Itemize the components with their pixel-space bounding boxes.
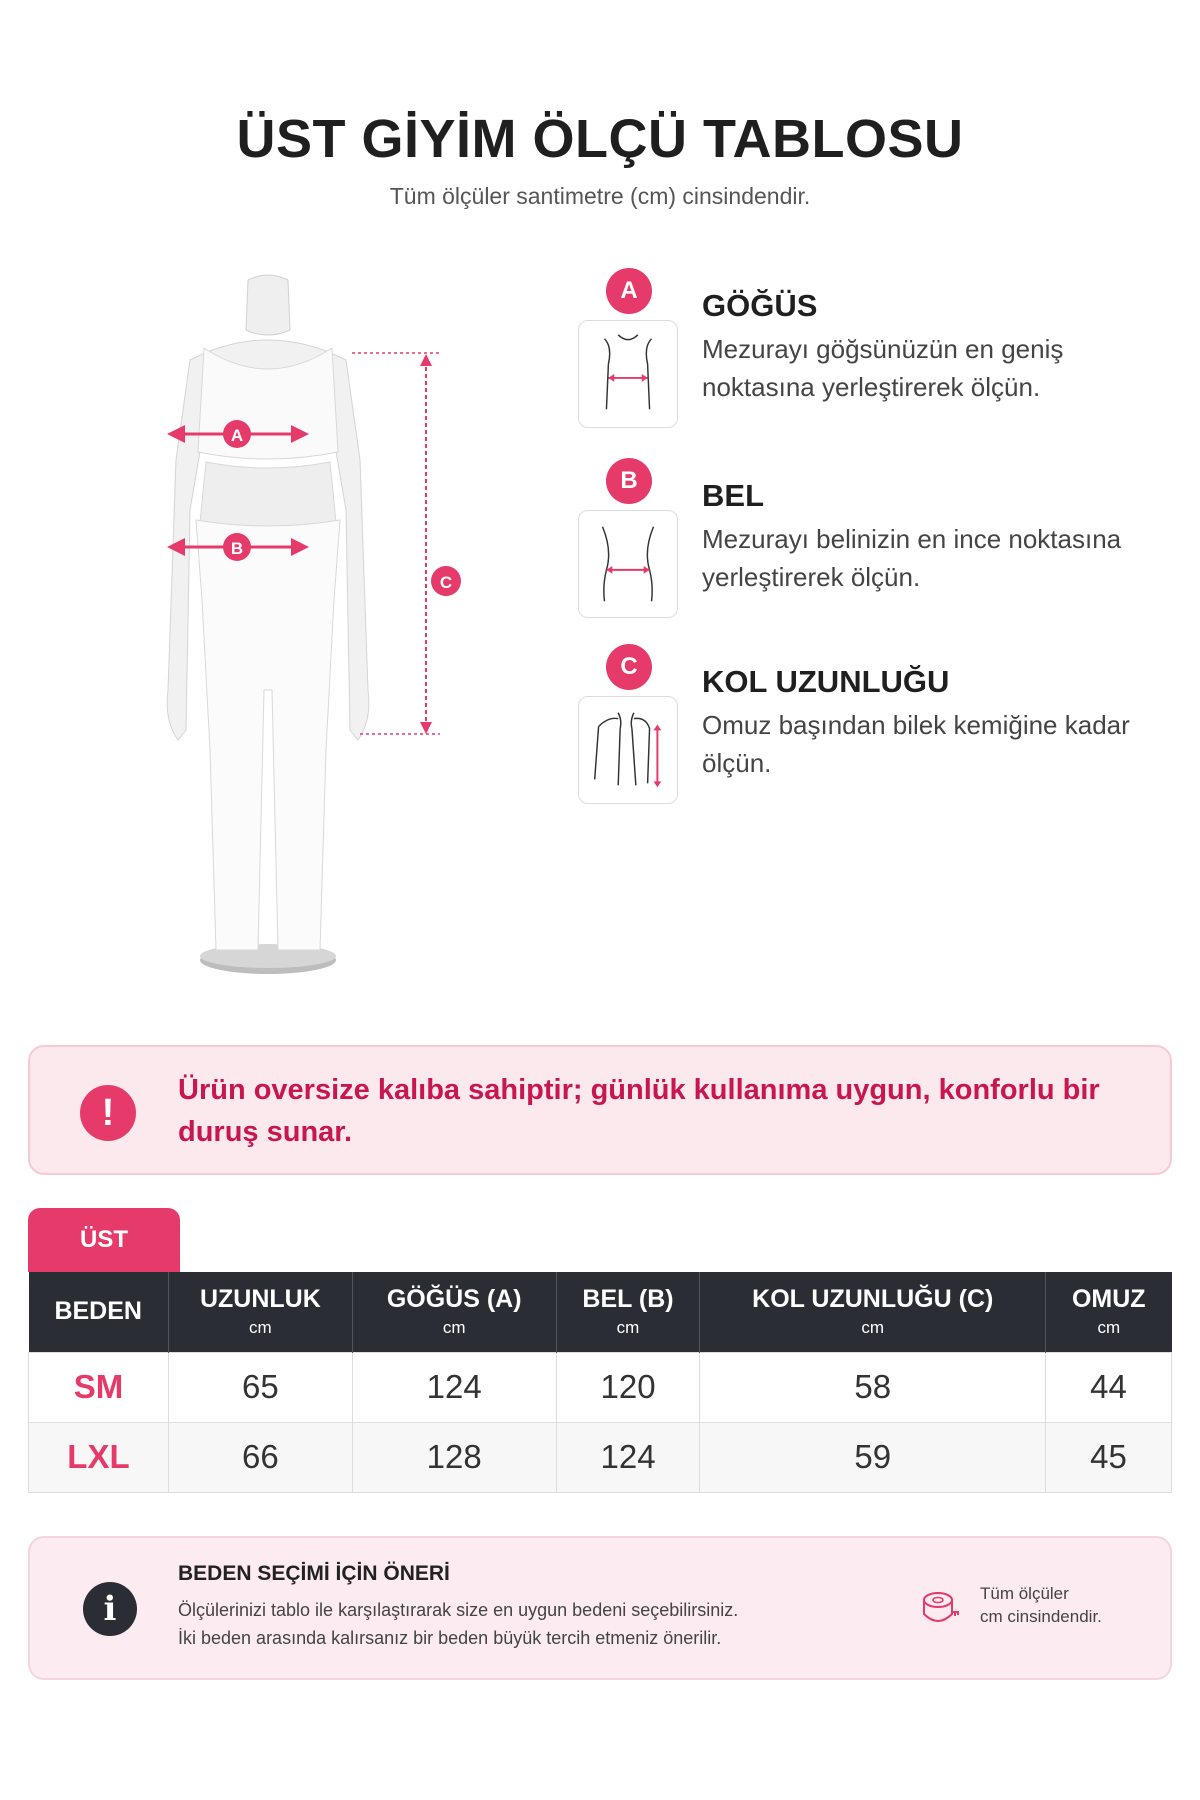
tip-note-line: cm cinsindendir. [980, 1607, 1102, 1626]
guide-sleeve-description: Omuz başından bilek kemiğine kadar ölçün. [702, 710, 1130, 778]
table-row [29, 1422, 1172, 1492]
table-cell: 44 [1046, 1352, 1172, 1422]
page-title: ÜST GİYİM ÖLÇÜ TABLOSU [236, 109, 964, 169]
exclamation-icon: ! [80, 1085, 136, 1141]
tip-line: Ölçülerinizi tablo ile karşılaştırarak size en uygun bedeni seçebilirsiniz. [178, 1600, 739, 1620]
badge-c: C [606, 644, 652, 690]
tab-top[interactable]: ÜST [28, 1208, 180, 1272]
guide-chest-title: GÖĞÜS [702, 288, 818, 323]
table-cell: 66 [168, 1422, 352, 1492]
marker-a: A [230, 426, 244, 445]
oversize-alert [28, 1045, 1172, 1175]
guide-sleeve-title: KOL UZUNLUĞU [702, 664, 950, 699]
size-cell: SM [29, 1352, 169, 1422]
alert-text: Ürün oversize kalıba sahiptir; günlük kullanıma uygun, konforlu bir duruş sunar. [178, 1074, 1100, 1148]
sleeve-measure-icon [578, 696, 678, 804]
column-header: KOL UZUNLUĞU (C) cm [700, 1272, 1046, 1352]
tip-title: BEDEN SEÇİMİ İÇİN ÖNERİ [178, 1562, 450, 1585]
size-table [28, 1272, 1172, 1493]
table-cell: 59 [700, 1422, 1046, 1492]
waist-measure-icon [578, 510, 678, 618]
column-header: GÖĞÜS (A) cm [352, 1272, 556, 1352]
info-icon: i [83, 1582, 137, 1636]
guide-waist-description: Mezurayı belinizin en ince noktasına yerleştirerek ölçün. [702, 524, 1122, 592]
guide-sleeve [578, 644, 1178, 824]
table-header-row [29, 1272, 1172, 1352]
table-row [29, 1352, 1172, 1422]
measuring-tape-icon [920, 1588, 960, 1628]
tip-note-line: Tüm ölçüler [980, 1584, 1069, 1603]
tip-line: İki beden arasında kalırsanız bir beden büyük tercih etmeniz önerilir. [178, 1628, 722, 1648]
column-header: UZUNLUK cm [168, 1272, 352, 1352]
size-cell: LXL [29, 1422, 169, 1492]
guide-waist [578, 458, 1178, 638]
column-header: BEDEN [29, 1272, 169, 1352]
mannequin-illustration [120, 270, 490, 990]
guide-chest-description: Mezurayı göğsünüzün en geniş noktasına yerleştirerek ölçün. [702, 334, 1064, 402]
page-subtitle: Tüm ölçüler santimetre (cm) cinsindendir. [389, 183, 811, 209]
chest-measure-icon [578, 320, 678, 428]
column-header: OMUZ cm [1046, 1272, 1172, 1352]
marker-c: C [439, 573, 453, 592]
table-cell: 65 [168, 1352, 352, 1422]
badge-a: A [606, 268, 652, 314]
guide-chest [578, 268, 1178, 448]
column-header: BEL (B) cm [556, 1272, 700, 1352]
guide-waist-title: BEL [702, 478, 764, 513]
table-cell: 45 [1046, 1422, 1172, 1492]
table-cell: 124 [352, 1352, 556, 1422]
table-cell: 120 [556, 1352, 700, 1422]
table-cell: 124 [556, 1422, 700, 1492]
table-cell: 128 [352, 1422, 556, 1492]
tip-note [980, 1582, 1160, 1628]
size-tip-box [28, 1536, 1172, 1680]
marker-b: B [230, 539, 244, 558]
badge-b: B [606, 458, 652, 504]
table-cell: 58 [700, 1352, 1046, 1422]
